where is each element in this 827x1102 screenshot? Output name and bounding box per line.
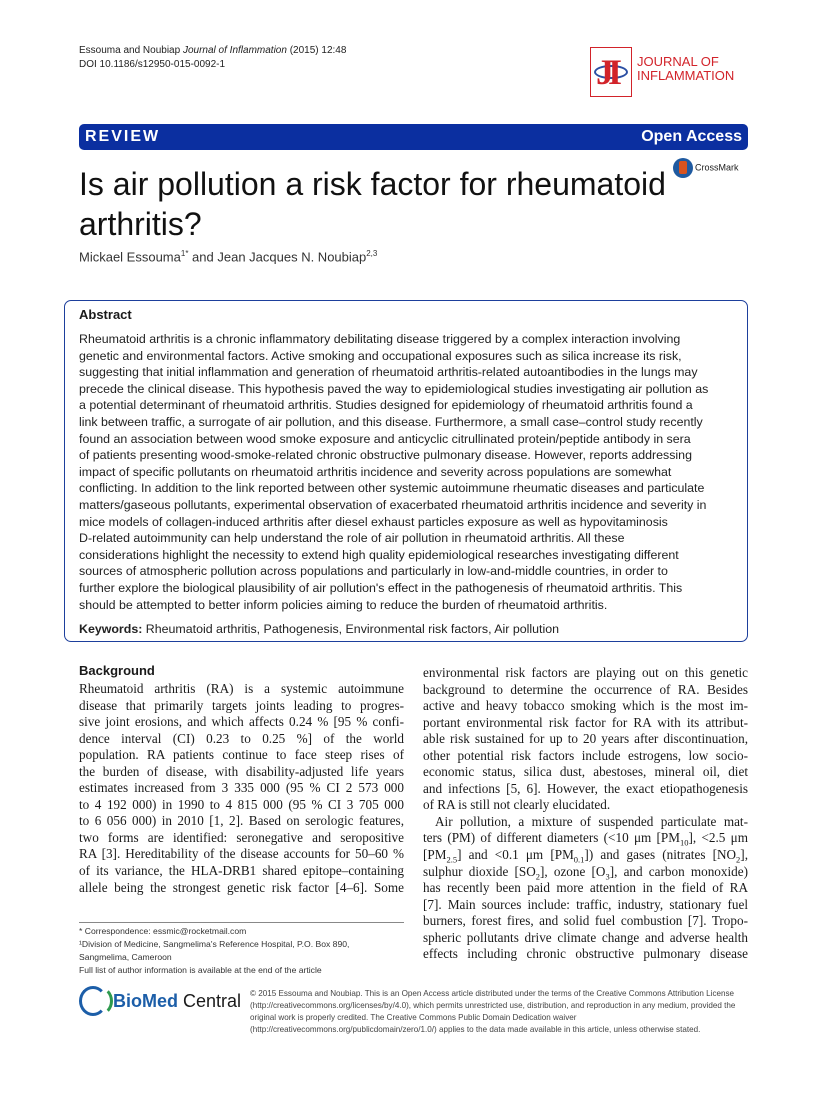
citation-authors: Essouma and Noubiap xyxy=(79,45,181,56)
crossmark-label: CrossMark xyxy=(695,162,739,173)
text-line xyxy=(79,880,404,897)
abstract-line: impact of specific pollutants on rheumatoid arthritis incidence and severity across populations are somewhat xyxy=(79,464,672,479)
correspondence-email[interactable]: * Correspondence: essmic@rocketmail.com xyxy=(79,926,247,936)
text-segment: Air pollution, a mixture of suspended particulate mat- xyxy=(435,813,748,829)
abstract-text xyxy=(79,331,708,613)
text-line xyxy=(423,913,748,930)
doi: DOI 10.1186/s12950-015-0092-1 xyxy=(79,59,226,70)
text-segment: and infections [5, 6]. However, the exact etiopathogenesis xyxy=(423,780,748,796)
license-text: © 2015 Essouma and Noubiap. This is an Open Access article distributed under the terms of the Creative Commons Attribution License (http://creativecommons.org/licenses/by/4.0), which permits unrestricted use, distribution, and reproduction in any medium, provided the original work is properly credited. The Creative Commons Public Domain Dedication waiver (http://creativecommons.org/publicdomain/zero/1.0/) applies to the data made available in this article, unless otherwise stated. xyxy=(250,989,736,1034)
text-line xyxy=(79,797,404,814)
text-segment: other potential risk factors include estrogens, low socio- xyxy=(423,747,748,763)
text-segment: ters (PM) of different diameters (<10 μm [PM xyxy=(423,830,680,846)
text-line xyxy=(423,682,748,699)
journal-name-line1: JOURNAL OF xyxy=(637,54,719,69)
text-segment: Rheumatoid arthritis (RA) is a systemic autoimmune xyxy=(79,681,404,696)
text-segment: [PM xyxy=(423,847,447,863)
text-segment: environmental risk factors are playing out on this genetic xyxy=(423,665,748,680)
article-type: REVIEW xyxy=(85,128,161,145)
keywords xyxy=(79,622,559,636)
text-line xyxy=(79,863,404,880)
section-heading-background: Background xyxy=(79,663,155,678)
text-line xyxy=(79,681,404,698)
abstract-line: suggesting that initial inflammation and generation of rheumatoid arthritis-related autoantibodies in the lungs may xyxy=(79,365,698,380)
abstract-line: conflicting. In addition to the link reported between other systemic autoimmune rheumatic diseases and particulate xyxy=(79,481,705,496)
article-title: Is air pollution a risk factor for rheumatoid arthritis? xyxy=(79,166,666,242)
text-segment: to 6 056 000) in 2010 [1, 2]. Based on serologic features, xyxy=(79,813,404,829)
text-segment: ], <2.5 μm xyxy=(688,830,748,846)
text-segment: [7]. Main sources include: traffic, industry, stationary fuel xyxy=(423,896,748,912)
citation-volume: (2015) 12:48 xyxy=(286,45,347,56)
text-line xyxy=(79,830,404,847)
text-line xyxy=(423,946,748,963)
text-line xyxy=(423,781,748,798)
subscript: 2 xyxy=(535,871,540,882)
subscript: 2 xyxy=(736,854,741,865)
text-line xyxy=(79,747,404,764)
abstract-line: genetic and environmental factors. Active smoking and occupational exposures such as silica increase its risk, xyxy=(79,348,682,363)
text-line xyxy=(79,780,404,797)
text-segment: estimates increased from 3 335 000 (95 % CI 2 573 000 xyxy=(79,780,404,796)
text-segment: ], ozone [O xyxy=(539,863,606,879)
author-1[interactable]: Mickael Essouma xyxy=(79,249,181,265)
subscript: 3 xyxy=(605,871,610,882)
text-segment: economic status, silica dust, abestoses, mineral oil, diet xyxy=(423,764,748,780)
text-segment: ], xyxy=(740,847,748,863)
abstract-line: mice models of collagen-induced arthritis after diesel exhaust particles exposure as well as hypovitaminosis xyxy=(79,514,668,529)
text-segment: effects including chronic obstructive pulmonary disease xyxy=(423,946,748,962)
text-segment: disease that primarily targets joints leading to progres- xyxy=(79,697,404,713)
keywords-list: Rheumatoid arthritis, Pathogenesis, Environmental risk factors, Air pollution xyxy=(142,622,560,636)
text-line xyxy=(423,880,748,897)
article-type-banner xyxy=(79,124,748,150)
citation-journal: Journal of Inflammation xyxy=(182,45,287,56)
abstract-heading: Abstract xyxy=(79,307,132,322)
author-2[interactable]: Jean Jacques N. Noubiap xyxy=(217,249,367,265)
text-segment: ] and <0.1 μm [PM xyxy=(457,847,574,863)
abstract-line: sources of atmospheric pollution across populations and particularly in low-and-middle countries, in order to xyxy=(79,564,668,579)
text-segment: ]) and gases (nitrates [NO xyxy=(584,847,737,863)
abstract-line: considerations highlight the necessity to extend high quality epidemiological researches investigating different xyxy=(79,547,679,562)
text-segment: dence interval (CI) 0.23 to 0.25 %] of the world xyxy=(79,730,404,746)
journal-logo xyxy=(590,47,750,102)
text-line xyxy=(423,830,748,847)
abstract-line: matters/gaseous pollutants, experimental observation of exacerbated rheumatoid arthritis incidence and severity in xyxy=(79,497,707,512)
abstract-line: link between traffic, a surrogate of air pollution, and this disease. Furthermore, a small case–control study recently xyxy=(79,414,703,429)
text-segment: spheric pollutants drive climate change and adverse health xyxy=(423,929,748,945)
text-line xyxy=(423,764,748,781)
text-line xyxy=(79,698,404,715)
text-line xyxy=(79,764,404,781)
text-segment: RA [3]. Hereditability of the disease accounts for 50–60 % xyxy=(79,846,404,862)
abstract-line: should be attempted to better inform policies aiming to reduce the burden of rheumatoid arthritis. xyxy=(79,597,608,612)
text-segment: has recently been paid more attention in the field of RA xyxy=(423,880,748,896)
text-line xyxy=(79,714,404,731)
text-line xyxy=(79,731,404,748)
text-segment: the burden of disease, with disability-adjusted life years xyxy=(79,763,404,779)
abstract-line: further explore the biological plausibility of air pollution's effect in the pathogenesis of rheumatoid arthritis. This xyxy=(79,580,683,595)
keywords-label: Keywords: xyxy=(79,622,143,636)
abstract-line: of patients presenting wood-smoke-related chronic obstructive pulmonary disease. However, reports addressing xyxy=(79,448,692,463)
author-2-affiliation: 2,3 xyxy=(366,249,378,258)
text-line xyxy=(423,698,748,715)
journal-logo-icon: JI xyxy=(590,47,632,97)
author-info-note: Full list of author information is available at the end of the article xyxy=(79,965,322,975)
body-column-right xyxy=(423,665,748,963)
text-line xyxy=(423,930,748,947)
text-line xyxy=(423,748,748,765)
text-segment: active and heavy tobacco smoking which is the most im- xyxy=(423,698,748,714)
affiliation-cont: Sangmelima, Cameroon xyxy=(79,952,172,962)
text-line xyxy=(423,715,748,732)
subscript: 0.1 xyxy=(573,854,585,865)
text-segment: to 4 192 000) in 1990 to 4 815 000 (95 % CI 3 705 000 xyxy=(79,796,404,812)
text-segment: two forms are identified: seronegative and seropositive xyxy=(79,829,404,845)
footnotes xyxy=(79,925,419,977)
text-line xyxy=(423,731,748,748)
text-segment: population. RA patients continue to face steep rises of xyxy=(79,747,404,763)
body-column-left xyxy=(79,681,404,896)
author-list xyxy=(79,249,377,264)
crossmark-button[interactable] xyxy=(673,158,739,178)
abstract-line: a potential determinant of rheumatoid arthritis. Studies designed for epidemiology of rheumatoid arthritis found a xyxy=(79,398,693,413)
abstract-line: found an association between wood smoke exposure and anticyclic citrullinated protein/peptide antibody in sera xyxy=(79,431,691,446)
text-segment: portant environmental risk factor for RA with its attribut- xyxy=(423,714,748,730)
text-line xyxy=(423,897,748,914)
text-line xyxy=(79,813,404,830)
journal-name-line2: INFLAMMATION xyxy=(637,68,735,83)
abstract-box xyxy=(64,300,748,642)
text-segment: sulphur dioxide [SO xyxy=(423,863,536,879)
text-segment: of its variance, the HLA-DRB1 shared epitope–containing xyxy=(79,863,404,879)
text-segment: of RA is still not clearly elucidated. xyxy=(423,797,611,813)
text-line xyxy=(423,847,748,864)
text-line xyxy=(423,665,748,682)
running-header xyxy=(79,44,346,72)
abstract-line: precede the clinical disease. This hypothesis paved the way to epidemiological studies investigating air pollution as xyxy=(79,381,709,396)
text-line xyxy=(79,846,404,863)
text-line xyxy=(423,814,748,831)
text-segment: sive joint erosions, and which affects 0.24 % [95 % confi- xyxy=(79,714,404,730)
open-access-label: Open Access xyxy=(641,128,742,145)
subscript: 2.5 xyxy=(446,854,458,865)
text-segment: background to determine the occurrence of RA. Besides xyxy=(423,681,748,697)
footnote-divider xyxy=(79,922,404,923)
text-segment: burners, forest fires, and solid fuel combustion [7]. Tropo- xyxy=(423,913,748,929)
abstract-line: Rheumatoid arthritis is a chronic inflammatory debilitating disease triggered by a complex interaction involving xyxy=(79,332,681,346)
abstract-line: D-related autoimmunity can help understand the role of air pollution in rheumatoid arthritis. All these xyxy=(79,531,625,546)
text-line xyxy=(423,797,748,814)
subscript: 10 xyxy=(680,838,689,849)
author-1-affiliation: 1* xyxy=(180,249,189,258)
author-conjunction: and xyxy=(188,249,218,265)
text-segment: allele being the strongest genetic risk factor [4–6]. Some xyxy=(79,879,404,895)
text-segment: able risk sustained for up to 20 years after discontinuation, xyxy=(423,731,748,747)
affiliation: ¹Division of Medicine, Sangmelima's Reference Hospital, P.O. Box 890, xyxy=(79,939,350,949)
text-segment: ], and carbon monoxide) xyxy=(609,863,748,879)
text-line xyxy=(423,864,748,881)
